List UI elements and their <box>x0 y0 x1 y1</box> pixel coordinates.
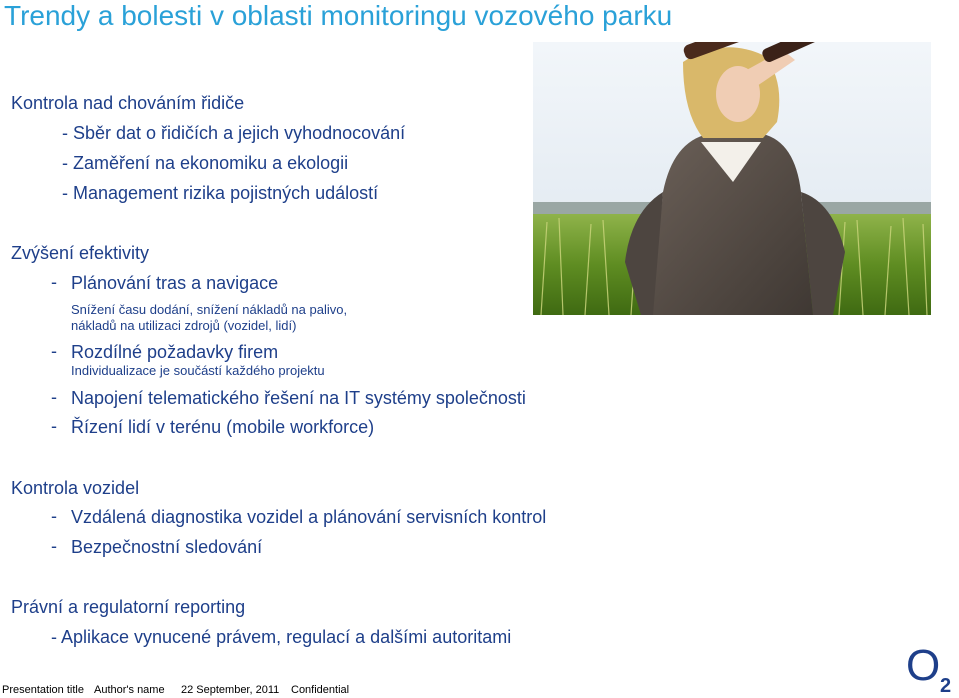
footer-date: 22 September, 2011 <box>181 684 280 696</box>
woman-in-field-photo <box>533 42 931 315</box>
slide-footer <box>0 682 900 698</box>
section-heading-vehicles: Kontrola vozidel <box>11 478 140 498</box>
footer-confidential: Confidential <box>291 684 350 696</box>
bullet-dash: - <box>51 536 57 556</box>
efficiency-it-label: Napojení telematického řešení na IT systémy společnosti <box>71 388 526 408</box>
efficiency-reqs-note: Individualizace je součástí každého projektu <box>71 363 325 378</box>
efficiency-route-note-2: nákladů na utilizaci zdrojů (vozidel, lidí) <box>71 318 297 333</box>
section-heading-legal: Právní a regulatorní reporting <box>11 597 246 617</box>
bullet-dash: - <box>51 506 57 526</box>
section-heading-efficiency: Zvýšení efektivity <box>11 243 150 263</box>
vehicles-item-1: Vzdálená diagnostika vozidel a plánování servisních kontrol <box>71 507 547 527</box>
logo-letter: O <box>906 641 941 690</box>
driver-item-1: - Sběr dat o řidičích a jejich vyhodnocování <box>62 123 406 143</box>
footer-author: Author's name <box>94 684 165 696</box>
o2-logo <box>904 640 958 696</box>
efficiency-route-note-1: Snížení času dodání, snížení nákladů na palivo, <box>71 302 348 317</box>
footer-presentation-title: Presentation title <box>2 684 84 696</box>
legal-item-1: - Aplikace vynucené právem, regulací a dalšími autoritami <box>51 627 512 647</box>
bullet-dash: - <box>51 387 57 407</box>
slide-title: Trendy a bolesti v oblasti monitoringu vozového parku <box>4 0 673 31</box>
bullet-dash: - <box>51 416 57 436</box>
efficiency-route-label: Plánování tras a navigace <box>71 273 279 293</box>
driver-item-3: - Management rizika pojistných událostí <box>62 183 379 203</box>
logo-subscript: 2 <box>940 675 952 696</box>
efficiency-mobile-label: Řízení lidí v terénu (mobile workforce) <box>71 417 375 437</box>
vehicles-item-2: Bezpečnostní sledování <box>71 537 263 557</box>
section-heading-driver: Kontrola nad chováním řidiče <box>11 93 245 113</box>
efficiency-reqs-label: Rozdílné požadavky firem <box>71 342 279 362</box>
bullet-dash: - <box>51 341 57 361</box>
bullet-dash: - <box>51 272 57 292</box>
photo-illustration <box>533 42 931 315</box>
driver-item-2: - Zaměření na ekonomiku a ekologii <box>62 153 349 173</box>
